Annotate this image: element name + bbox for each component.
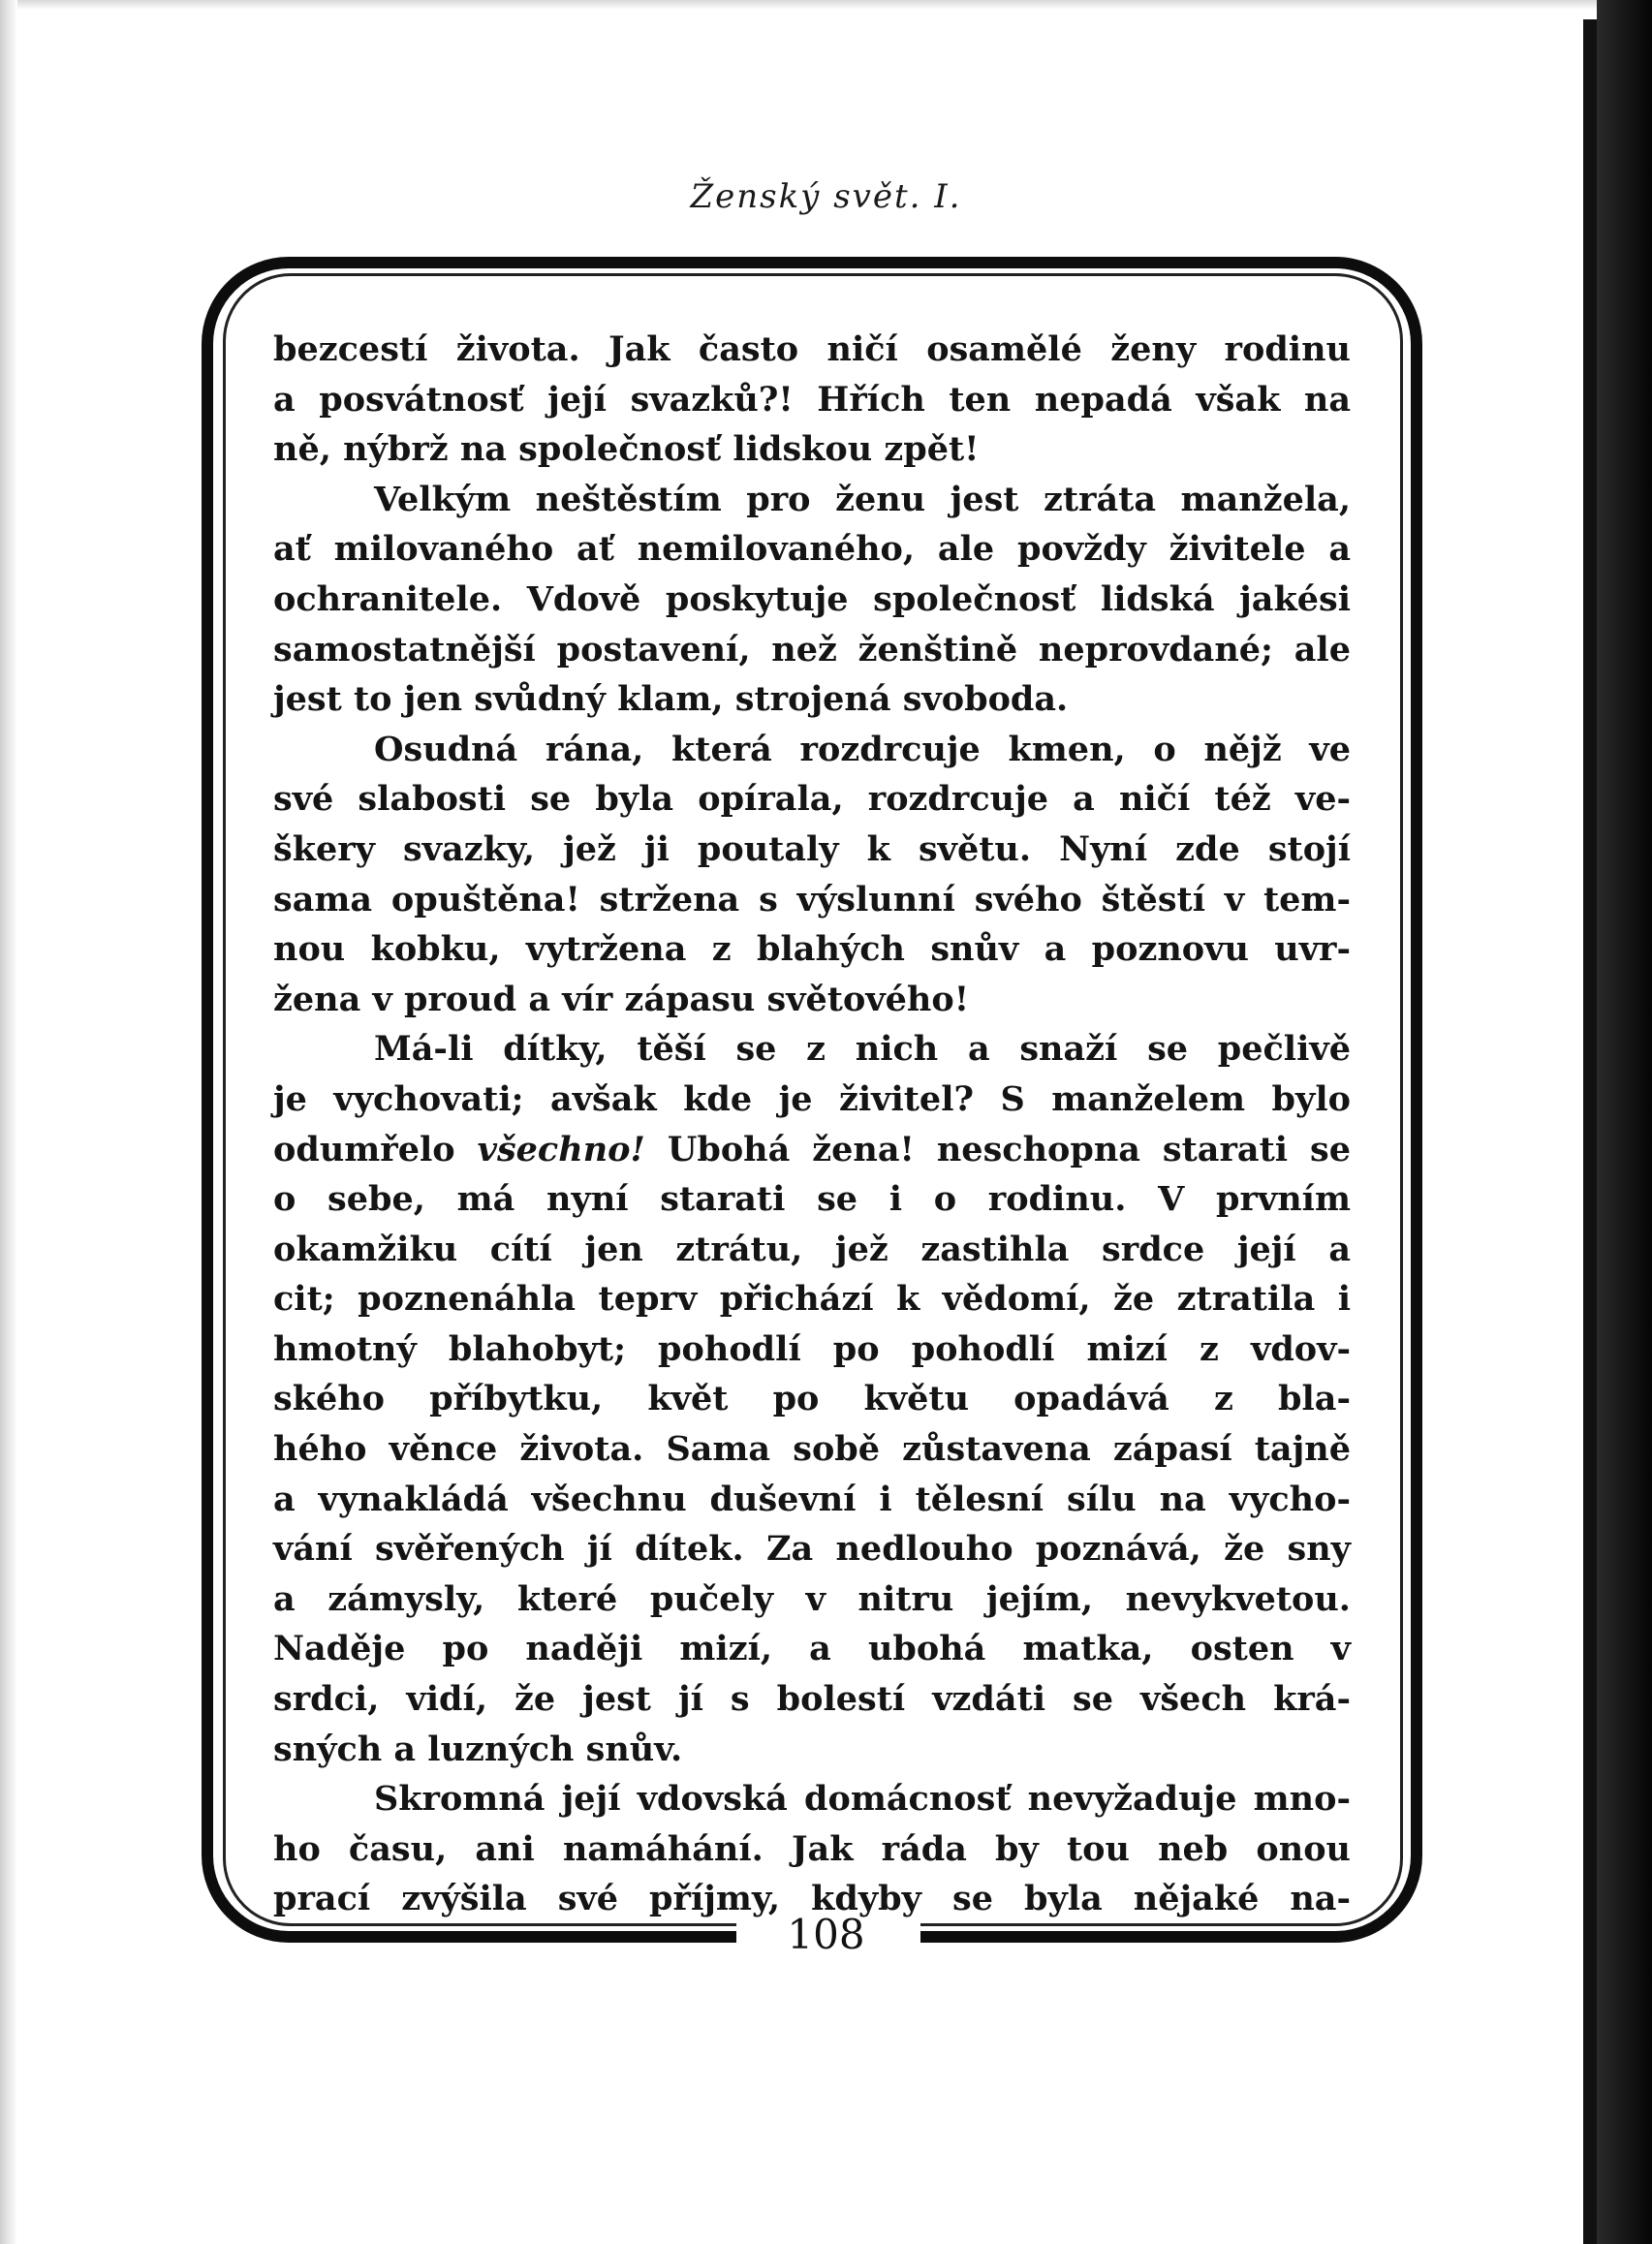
text-run: žena v proud a vír zápasu světového! bbox=[273, 979, 970, 1019]
text-line bbox=[273, 1325, 1351, 1375]
text-line bbox=[273, 825, 1351, 875]
text-run: odumřelo bbox=[273, 1129, 478, 1169]
text-line bbox=[273, 975, 1351, 1025]
text-run: okamžiku cítí jen ztrátu, jež zastihla srdce její a bbox=[273, 1229, 1351, 1269]
text-line bbox=[273, 674, 1351, 725]
running-head: Ženský svět. I. bbox=[690, 177, 962, 216]
text-run: škery svazky, jež ji poutaly k světu. Nyní zde stojí bbox=[273, 828, 1351, 869]
text-run: samostatnější postavení, než ženštině neprovdané; ale bbox=[273, 629, 1351, 670]
text-run: o sebe, má nyní starati se i o rodinu. V prvním bbox=[273, 1179, 1351, 1220]
text-run: Osudná rána, která rozdrcuje kmen, o nějž ve bbox=[374, 729, 1351, 769]
text-line bbox=[273, 1374, 1351, 1424]
text-run: srdci, vidí, že jest jí s bolestí vzdáti se všech krá- bbox=[273, 1679, 1351, 1720]
text-run: ského příbytku, květ po květu opadává z bla- bbox=[273, 1379, 1351, 1419]
paragraph bbox=[273, 475, 1351, 725]
text-line bbox=[273, 725, 1351, 775]
text-run: ať milovaného ať nemilovaného, ale povždy živitele a bbox=[273, 529, 1351, 570]
text-run: jest to jen svůdný klam, strojená svoboda. bbox=[273, 679, 1069, 720]
text-line bbox=[273, 875, 1351, 925]
text-run: prací zvýšila své příjmy, kdyby se byla nějaké na- bbox=[273, 1879, 1351, 1919]
text-line bbox=[273, 1174, 1351, 1225]
text-run: Má-li dítky, těší se z nich a snaží se pečlivě bbox=[374, 1029, 1351, 1070]
emphasized-word: všechno! bbox=[477, 1129, 645, 1169]
paragraph bbox=[273, 1774, 1351, 1924]
text-run: nou kobku, vytržena z blahých snův a poznovu uvr- bbox=[273, 929, 1351, 970]
text-run: a zámysly, které pučely v nitru jejím, nevykvetou. bbox=[273, 1578, 1351, 1619]
text-run: bezcestí života. Jak často ničí osamělé ženy rodinu bbox=[273, 329, 1351, 369]
text-line bbox=[273, 1774, 1351, 1824]
text-run: hého věnce života. Sama sobě zůstavena zápasí tajně bbox=[273, 1429, 1351, 1470]
text-run: cit; poznenáhla teprv přichází k vědomí, že ztratila i bbox=[273, 1279, 1351, 1320]
text-line bbox=[273, 1274, 1351, 1325]
text-run: své slabosti se byla opírala, rozdrcuje a ničí též ve- bbox=[273, 779, 1351, 820]
text-line bbox=[273, 1574, 1351, 1625]
text-run: Ubohá žena! neschopna starati se bbox=[644, 1129, 1351, 1169]
text-run: ochranitele. Vdově poskytuje společnosť lidská jakési bbox=[273, 578, 1351, 619]
text-line bbox=[273, 575, 1351, 625]
text-line bbox=[273, 475, 1351, 525]
paragraph bbox=[273, 325, 1351, 475]
text-run: a posvátnosť její svazků?! Hřích ten nepadá však na bbox=[273, 379, 1351, 420]
text-line bbox=[273, 424, 1351, 475]
text-line bbox=[273, 1874, 1351, 1924]
scan-top-shadow bbox=[0, 0, 1652, 10]
text-run: ho času, ani namáhání. Jak ráda by tou neb onou bbox=[273, 1828, 1351, 1869]
text-line bbox=[273, 1674, 1351, 1725]
paragraph bbox=[273, 1024, 1351, 1774]
text-line bbox=[273, 1824, 1351, 1875]
text-line bbox=[273, 375, 1351, 425]
text-line bbox=[273, 774, 1351, 825]
text-line bbox=[273, 924, 1351, 975]
text-line bbox=[273, 1624, 1351, 1674]
text-run: hmotný blahobyt; pohodlí po pohodlí mizí z vdov- bbox=[273, 1328, 1351, 1369]
text-run: Velkým neštěstím pro ženu jest ztráta manžela, bbox=[374, 479, 1351, 519]
paragraph bbox=[273, 725, 1351, 1025]
text-run: sných a luzných snův. bbox=[273, 1729, 683, 1769]
body-text bbox=[273, 325, 1351, 1924]
text-run: vání svěřených jí dítek. Za nedlouho poznává, že sny bbox=[273, 1529, 1351, 1570]
text-line bbox=[273, 325, 1351, 375]
text-line bbox=[273, 1225, 1351, 1275]
text-run: Skromná její vdovská domácnosť nevyžaduje mno- bbox=[374, 1779, 1351, 1820]
page-number: 108 bbox=[787, 1911, 865, 1958]
text-line bbox=[273, 1524, 1351, 1574]
text-line bbox=[273, 1075, 1351, 1125]
text-line bbox=[273, 625, 1351, 675]
text-line bbox=[273, 524, 1351, 575]
text-line bbox=[273, 1725, 1351, 1775]
text-run: Naděje po naději mizí, a ubohá matka, osten v bbox=[273, 1629, 1351, 1669]
text-run: je vychovati; avšak kde je živitel? S manželem bylo bbox=[273, 1078, 1351, 1119]
text-line bbox=[273, 1125, 1351, 1175]
text-line bbox=[273, 1024, 1351, 1075]
text-line bbox=[273, 1475, 1351, 1525]
text-run: a vynakládá všechnu duševní i tělesní sílu na vycho- bbox=[273, 1479, 1351, 1519]
text-run: ně, nýbrž na společnosť lidskou zpět! bbox=[273, 429, 980, 470]
text-line bbox=[273, 1424, 1351, 1475]
text-run: sama opuštěna! stržena s výslunní svého štěstí v tem- bbox=[273, 879, 1351, 919]
